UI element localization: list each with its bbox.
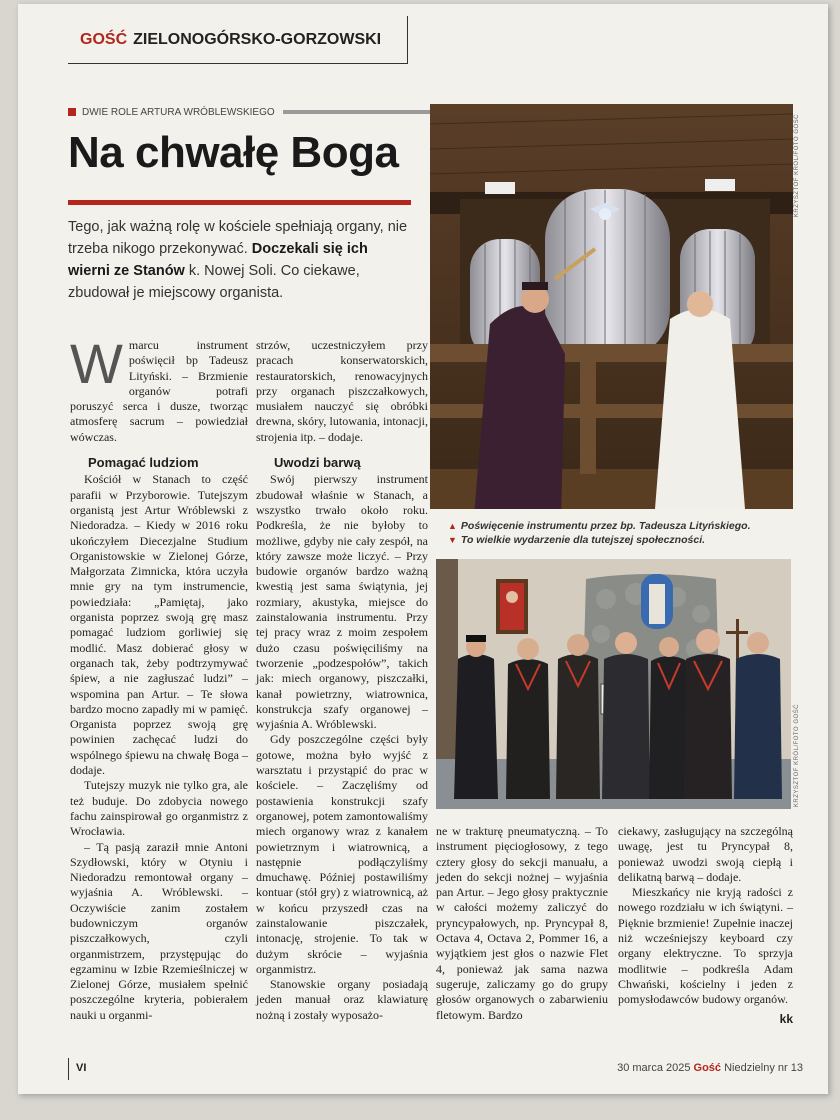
masthead-region: ZIELONOGÓRSKO-GORZOWSKI: [133, 30, 382, 48]
caption-line1: [448, 519, 793, 533]
organ-illustration: [430, 104, 793, 509]
col1-p2: Kościół w Stanach to część parafii w Przyborowie. Tutejszym organistą jest Artur Wróblewski z Niedoradza. – Kiedy w 2016 roku ukończyłem Diecezjalne Studium Organistowskie w Zielonej Górze, Małgorzata Zimnicka, która uczyła mnie gry na tym instrumencie, powiedziała: „Pamiętaj, jako organista poprzez swoją grę masz pomagać ludziom gorliwiej się modlić. Masz dobierać głosy w organach tak, żeby podtrzymywać śpiew, a nie zagłuszać ludzi” – wspomina pan Artur. – Te słowa bardzo mocno zapadły mi w pamięć. Organista poprzez swoją grę powinien zachęcać ludzi do wspólnego śpiewu na chwałę Boga – dodaje.: [70, 472, 248, 778]
caption-line2: [448, 533, 793, 547]
col4-p2: Mieszkańcy nie kryją radości z nowego rozdziału w ich świątyni. – Pięknie brzmienie! Zupełnie inaczej niż wcześniejszy keyboard czy organy elektryczne. To sprzyja modlitwie – podkreśla Adam Chwański, kościelny i jeden z pomysłodawców budowy organów.: [618, 885, 793, 1007]
photo1-credit: KRZYSZTOF KRÓL/FOTO GOŚĆ: [794, 114, 800, 218]
kicker-square-icon: [68, 108, 76, 116]
masthead-brand: GOŚĆ: [80, 30, 128, 48]
kicker-text: DWIE ROLE ARTURA WRÓBLEWSKIEGO: [82, 106, 275, 118]
caption-line2-text: To wielkie wydarzenie dla tutejszej społeczności.: [460, 534, 706, 546]
caption-up-triangle-icon: ▲: [448, 521, 457, 531]
group-photo: [436, 559, 791, 809]
page-number: VI: [76, 1062, 87, 1074]
group-illustration: [436, 559, 791, 809]
organ-photo: [430, 104, 793, 509]
page-footer: [68, 1054, 803, 1080]
col2-p1: strzów, uczestniczyłem przy pracach konserwatorskich, restauratorskich, renowacyjnych przy organach piszczałkowych, musiałem nauczyć się obróbki drewna, skóry, lutowania, intonacji, strojenia itp. – dodaje.: [256, 338, 428, 444]
lead-bold: Doczekali się ich wierni ze Stanów: [68, 241, 368, 279]
col2-p2: Swój pierwszy instrument zbudował właśnie w Stanach, a wszystko trwało około roku. Podkreśla, że nie byłoby to możliwe, gdyby nie cały zespół, na który zawsze może liczyć. – Przy budowie organów bardzo ważną kwestią jest sama świątynia, jej rozmiary, akustyka, miejsce do zainstalowania instrumentu. Przy tej pracy wraz z moim zespołem dużo czasu poświęciliśmy na tworzenie „podzespołów”, takich jak: miech organowy, piszczałki, kanał powietrzny, wiatrownica, konstrukcja szafy organowej – wyjaśnia A. Wróblewski.: [256, 472, 428, 732]
column-3: [436, 824, 608, 1023]
col1-p4: – Tą pasją zaraził mnie Antoni Szydłowski, który w Otyniu i Niedoradzu remontował organy – wyjaśnia A. Wróblewski. – Oczywiście zanim zostałem budowniczym organów piszczałkowych, czyli organmistrzem, przystępując do egzaminu w Izbie Rzemieślniczej w Zielonej Górze, musiałem spełnić poszczególne kryteria, pobierałem nauki u organmi-: [70, 839, 248, 1022]
column-2: [256, 338, 428, 1023]
footer-magazine-2: Niedzielny: [724, 1062, 775, 1074]
col1-intro: [70, 332, 248, 445]
footer-issue: nr 13: [777, 1062, 803, 1074]
magazine-page: [18, 4, 828, 1094]
caption-line1-text: Poświęcenie instrumentu przez bp. Tadeusza Lityńskiego.: [460, 520, 751, 532]
lead-paragraph: [68, 216, 413, 304]
footer-date-text: 30 marca 2025: [617, 1062, 691, 1074]
lead-part2: k. Nowej Soli. Co ciekawe, zbudował je miejscowy organista.: [68, 263, 360, 301]
caption-down-triangle-icon: ▼: [448, 535, 457, 545]
signoff: kk: [779, 1011, 793, 1026]
lead-part1: Tego, jak ważną rolę w kościele spełniają organy, nie trzeba nikogo przekonywać.: [68, 219, 408, 257]
footer-magazine-1: Gość: [693, 1062, 722, 1074]
headline-rule: [68, 200, 411, 205]
footer-rule: [68, 1058, 69, 1080]
dropcap: W: [70, 332, 123, 395]
photo2-credit: KRZYSZTOF KRÓL/FOTO GOŚĆ: [794, 704, 800, 808]
column-4: [618, 824, 793, 1027]
col1-p3: Tutejszy muzyk nie tylko gra, ale też buduje. Do zdobycia nowego fachu zainspirował go organmistrz z Wrocławia.: [70, 778, 248, 839]
col3-p1: ne w trakturę pneumatyczną. – To instrument pięciogłosowy, z tego cztery głosy do sekcji manuału, a jeden do sekcji nożnej – wyjaśnia pan Artur. – Jego głosy praktycznie w całości możemy zaliczyć do pryncypałowych, np. Pryncypał 8, Octava 4, Octava 2, Pommer 16, a wyjątkiem jest głos o nazwie Flet 4, ponieważ jak sama nazwa sugeruje, zaliczamy go do grupy głosów organowych o zabarwieniu fletowym. Bardzo: [436, 824, 608, 1022]
col4-p1: ciekawy, zasługujący na szczególną uwagę, jest tu Pryncypał 8, ponieważ uwodzi swoją ciepłą i delikatną barwą – dodaje.: [618, 824, 793, 884]
photo-caption: [448, 519, 793, 547]
col2-p4: Stanowskie organy posiadają jeden manuał oraz klawiaturę nożną i zostały wyposażo-: [256, 977, 428, 1022]
headline: Na chwałę Boga: [68, 128, 399, 177]
subhead-pomagac: Pomagać ludziom: [88, 455, 199, 471]
col2-p3: Gdy poszczególne części były gotowe, można było wyjść z warsztatu i przystąpić do prac w kościele. – Zaczęliśmy od postawienia konstrukcji szafy organowej, potem zamontowaliśmy miech organowy wraz z kanałem powietrznym i wiatrownicą, a następnie podłączyliśmy dmuchawę. Później postawiliśmy kontuar (stół gry) z wiatrownicą, aż w końcu przyszedł czas na zainstalowanie piszczałek, intonację, strojenie. To tak w dużym skrócie – wyjaśnia organmistrz.: [256, 732, 428, 976]
masthead: [68, 16, 408, 64]
subhead-uwodzi: Uwodzi barwą: [274, 455, 361, 471]
footer-date: [617, 1062, 803, 1074]
column-1: [70, 332, 248, 1023]
col1-p1: marcu instrument poświęcił bp Tadeusz Lityński. – Brzmienie organów potrafi poruszyć serca i dusze, tworząc atmosferę sacrum – powiedział wówczas.: [70, 338, 248, 444]
